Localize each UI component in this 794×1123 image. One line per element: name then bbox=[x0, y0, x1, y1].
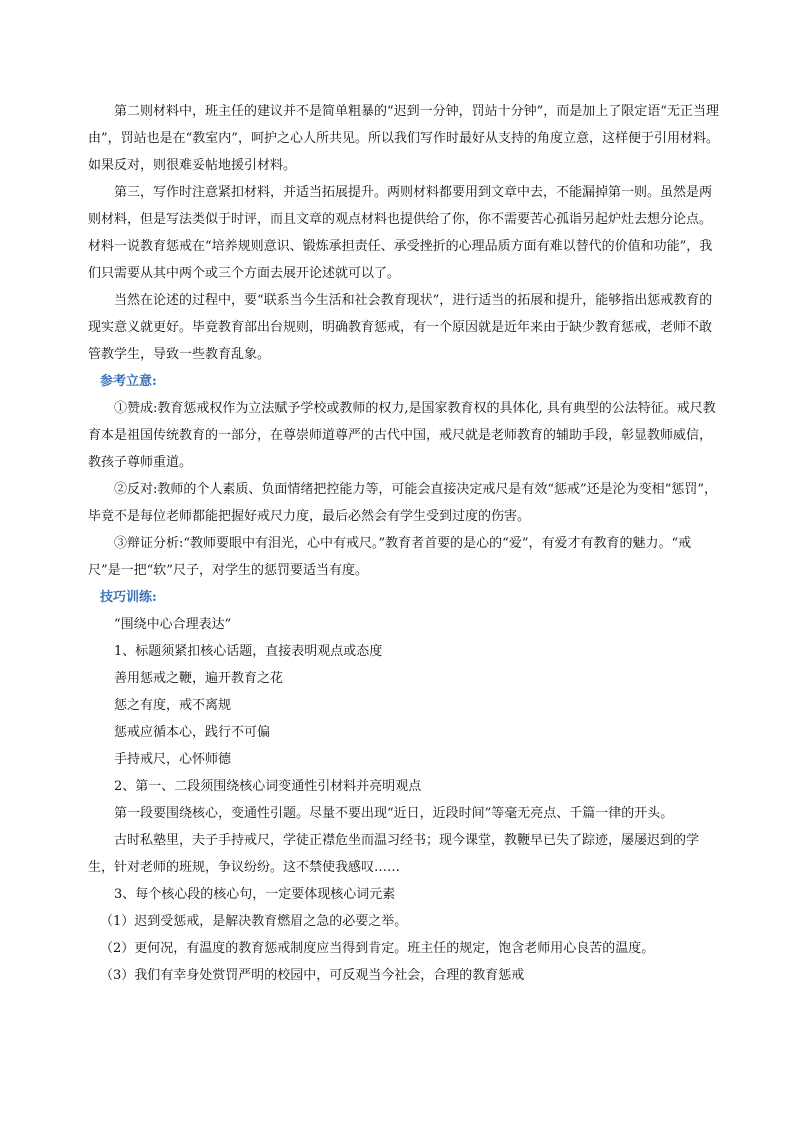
skills-step-3: 3、每个核心段的核心句，一定要体现核心词元素 bbox=[114, 887, 396, 902]
reference-item-dialectic: ③辩证分析:“教师要眼中有泪光，心中有戒尺。”教育者首要的是心的“爱”，有爱才有教育的魅力。“戒尺”是一把“软”尺子，对学生的惩罚要适当有度。 bbox=[88, 536, 692, 578]
paragraph-third-point: 第三，写作时注意紧扣材料，并适当拓展提升。两则材料都要用到文章中去，不能漏掉第一则。虽然是两则材料，但是写法类似于时评，而且文章的观点材料也提供给了你，你不需要苦心孤诣另起炉灶去想分论点。材料一说教育惩戒在“培养规则意识、锻炼承担责任、承受挫折的心理品质方面有难以替代的价值和功能”，我们只需要从其中两个或三个方面去展开论述就可以了。 bbox=[88, 185, 713, 281]
title-example-1: 善用惩戒之鞭，遍开教育之花 bbox=[114, 671, 284, 686]
reference-item-support: ①赞成:教育惩戒权作为立法赋予学校或教师的权力,是国家教育权的具体化, 具有典型的公法特征。戒尺教育本是祖国传统教育的一部分，在尊崇师道尊严的古代中国，戒尺就是老师教育的辅助手段，彰显教师威信，教孩子尊师重道。 bbox=[88, 401, 716, 470]
core-sentence-2: （2）更何况，有温度的教育惩戒制度应当得到肯定。班主任的规定，饱含老师用心良苦的温度。 bbox=[100, 941, 655, 956]
reference-item-oppose: ②反对:教师的个人素质、负面情绪把控能力等，可能会直接决定戒尺是有效“惩戒”还是沦为变相“惩罚”，毕竟不是每位老师都能把握好戒尺力度，最后必然会有学生受到过度的伤害。 bbox=[88, 482, 717, 524]
skills-step-2-example: 古时私塾里，夫子手持戒尺，学徒正襟危坐而温习经书；现今课堂，教鞭早已失了踪迹，屡屡迟到的学生，针对老师的班规，争议纷纷。这不禁使我感叹…… bbox=[88, 833, 700, 875]
title-example-4: 手持戒尺，心怀师德 bbox=[114, 752, 232, 767]
core-sentence-3: （3）我们有幸身处赏罚严明的校园中，可反观当今社会，合理的教育惩戒 bbox=[100, 968, 525, 983]
skills-step-1: 1、标题须紧扣核心话题，直接表明观点或态度 bbox=[114, 644, 383, 659]
paragraph-extension: 当然在论述的过程中，要“联系当今生活和社会教育现状”，进行适当的拓展和提升，能够指出惩戒教育的现实意义就更好。毕竟教育部出台规则，明确教育惩戒，有一个原因就是近年来由于缺少教育惩戒，老师不敢管教学生，导致一些教育乱象。 bbox=[88, 293, 713, 362]
skills-heading: 技巧训练: bbox=[100, 590, 157, 605]
core-sentence-1: （1）迟到受惩戒，是解决教育燃眉之急的必要之举。 bbox=[100, 914, 408, 929]
paragraph-material-two: 第二则材料中，班主任的建议并不是简单粗暴的“迟到一分钟，罚站十分钟”，而是加上了限定语“无正当理由”，罚站也是在“教室内”，呵护之心人所共见。所以我们写作时最好从支持的角度立意，这样便于引用材料。如果反对，则很难妥帖地援引材料。 bbox=[88, 104, 719, 173]
document-page bbox=[88, 98, 722, 989]
skills-topic: “围绕中心合理表达” bbox=[114, 617, 232, 632]
skills-step-2: 2、第一、二段须围绕核心词变通性引材料并亮明观点 bbox=[114, 779, 422, 794]
skills-step-2-text: 第一段要围绕核心，变通性引题。尽量不要出现“近日，近段时间”等毫无亮点、千篇一律的开头。 bbox=[114, 806, 674, 821]
title-example-2: 惩之有度，戒不离规 bbox=[114, 698, 232, 713]
reference-heading: 参考立意: bbox=[100, 374, 157, 389]
title-example-3: 惩戒应循本心，践行不可偏 bbox=[114, 725, 271, 740]
